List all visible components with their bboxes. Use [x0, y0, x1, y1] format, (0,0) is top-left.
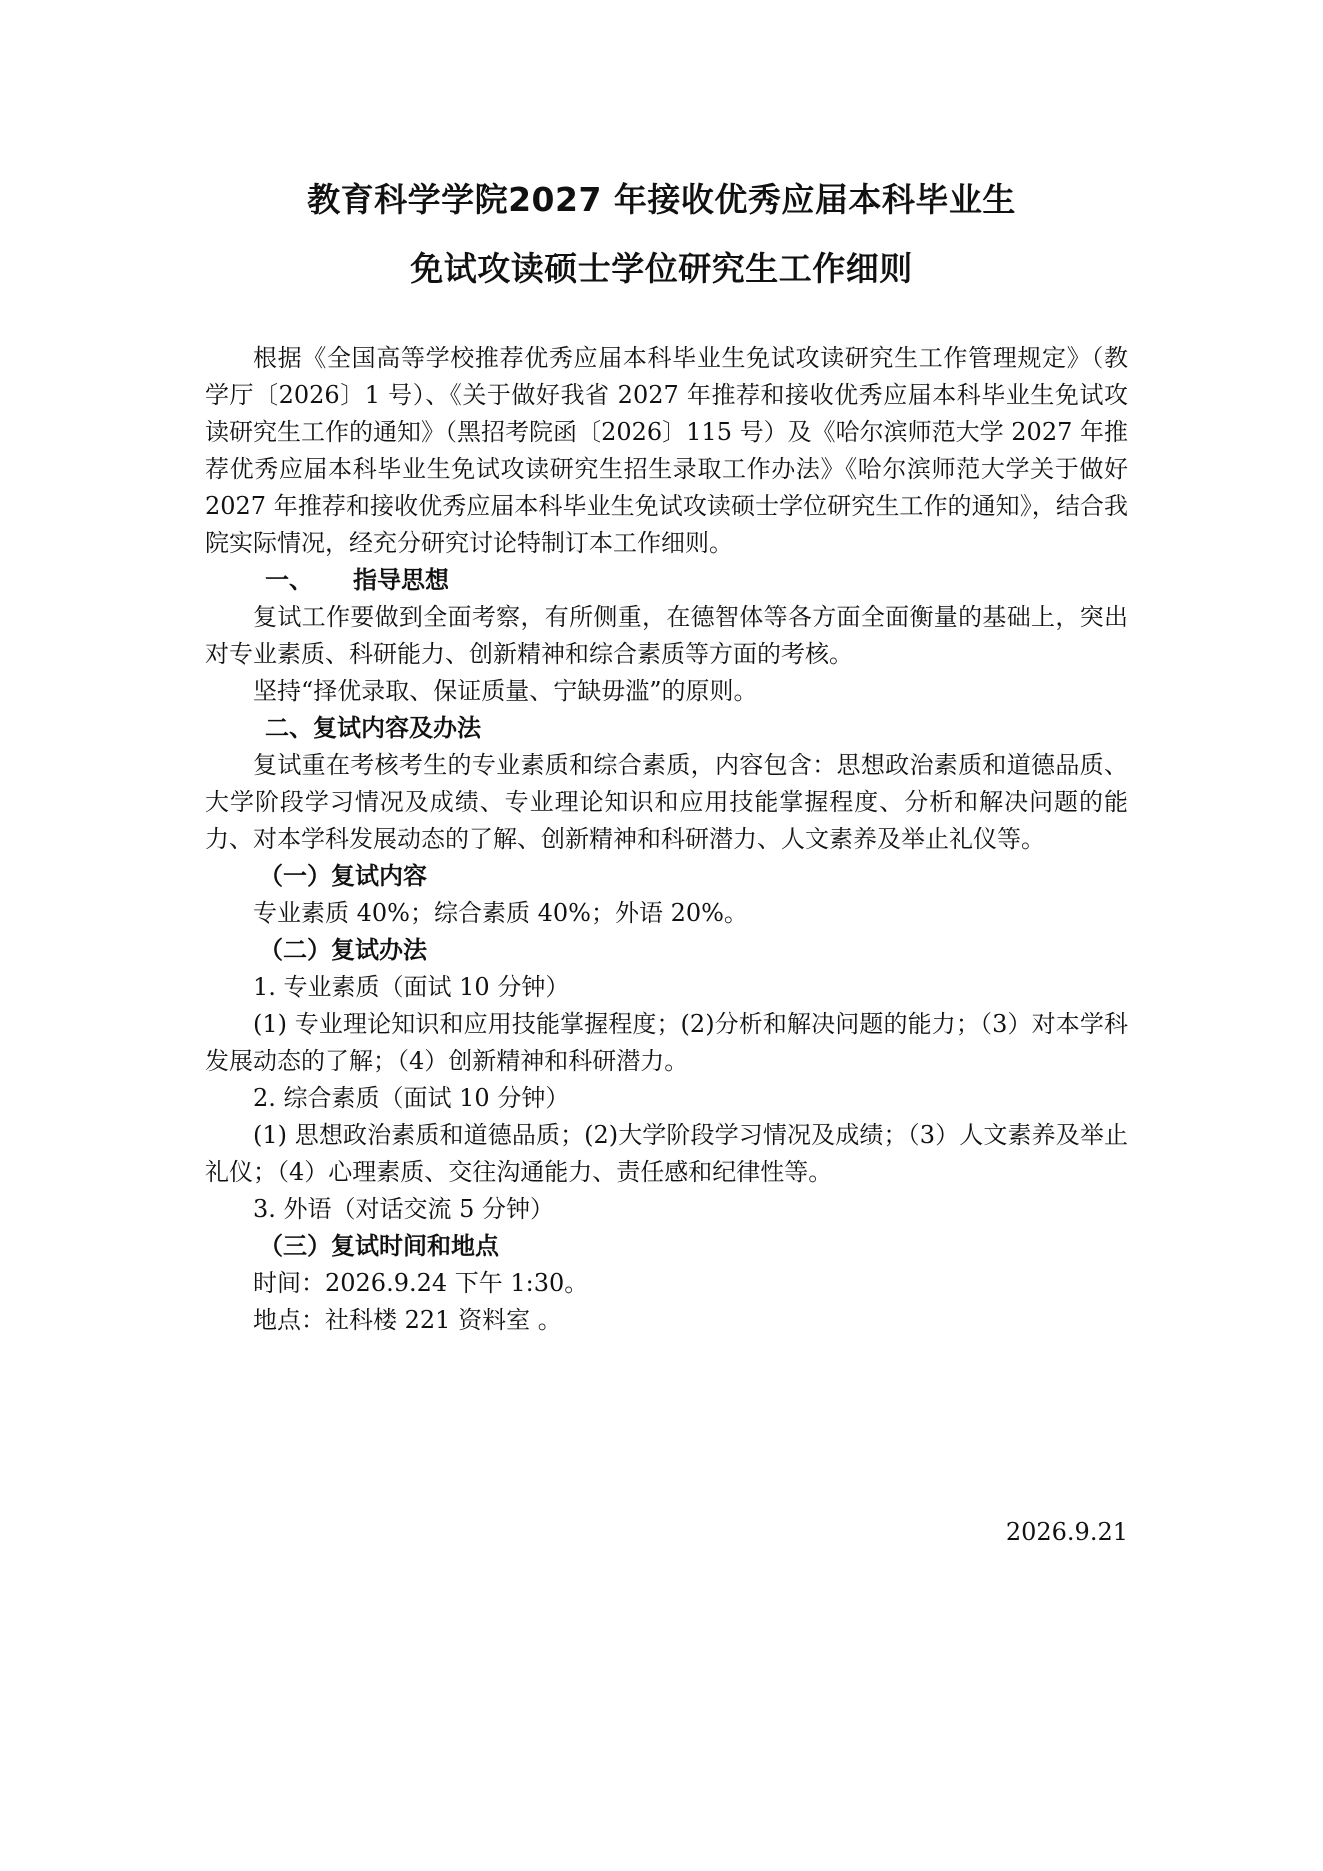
document-body	[205, 340, 1128, 1339]
section-number: 一、	[265, 566, 313, 594]
guiding-ideology-paragraph: 复试工作要做到全面考察，有所侧重，在德智体等各方面全面衡量的基础上，突出对专业素质、科研能力、创新精神和综合素质等方面的考核。	[205, 603, 1128, 668]
document-title-line2: 免试攻读硕士学位研究生工作细则	[410, 249, 913, 288]
method-item-comprehensive-detail: (1) 思想政治素质和道德品质；(2)大学阶段学习情况及成绩；（3）人文素养及举止礼仪；（4）心理素质、交往沟通能力、责任感和纪律性等。	[205, 1121, 1128, 1186]
document-title-line1: 教育科学学院2027 年接收优秀应届本科毕业生	[307, 180, 1016, 219]
subheading-interview-content: （一）复试内容	[259, 862, 427, 890]
document-date: 2026.9.21	[1005, 1518, 1128, 1546]
interview-place: 地点：社科楼 221 资料室 。	[253, 1306, 562, 1334]
section-heading-interview-content: 二、复试内容及办法	[265, 714, 481, 742]
intro-paragraph: 根据《全国高等学校推荐优秀应届本科毕业生免试攻读研究生工作管理规定》（教学厅〔2026〕1 号）、《关于做好我省 2027 年推荐和接收优秀应届本科毕业生免试攻读研究生工作的通知》（黑招考院函〔2026〕115 号）及《哈尔滨师范大学 2027 年推荐优秀应届本科毕业生免试攻读研究生招生录取工作办法》《哈尔滨师范大学关于做好 2027 年推荐和接收优秀应届本科毕业生免试攻读硕士学位研究生工作的通知》，结合我院实际情况，经充分研究讨论特制订本工作细则。	[205, 344, 1128, 557]
method-item-professional: 1. 专业素质（面试 10 分钟）	[253, 973, 570, 1001]
interview-overview-paragraph: 复试重在考核考生的专业素质和综合素质，内容包含：思想政治素质和道德品质、大学阶段学习情况及成绩、专业理论知识和应用技能掌握程度、分析和解决问题的能力、对本学科发展动态的了解、创新精神和科研潜力、人文素养及举止礼仪等。	[205, 751, 1128, 853]
score-weights-paragraph: 专业素质 40%；综合素质 40%；外语 20%。	[253, 899, 748, 927]
interview-time: 时间：2026.9.24 下午 1:30。	[253, 1269, 589, 1297]
method-item-foreign-language: 3. 外语（对话交流 5 分钟）	[253, 1195, 555, 1223]
subheading-time-and-place: （三）复试时间和地点	[259, 1232, 499, 1260]
subheading-interview-method: （二）复试办法	[259, 936, 427, 964]
section-heading-guiding-ideology	[205, 562, 1128, 599]
section-title: 指导思想	[353, 566, 449, 594]
method-item-professional-detail: (1) 专业理论知识和应用技能掌握程度；(2)分析和解决问题的能力；（3）对本学科发展动态的了解；（4）创新精神和科研潜力。	[205, 1010, 1128, 1075]
principle-paragraph: 坚持“择优录取、保证质量、宁缺毋滥”的原则。	[253, 677, 758, 705]
method-item-comprehensive: 2. 综合素质（面试 10 分钟）	[253, 1084, 570, 1112]
